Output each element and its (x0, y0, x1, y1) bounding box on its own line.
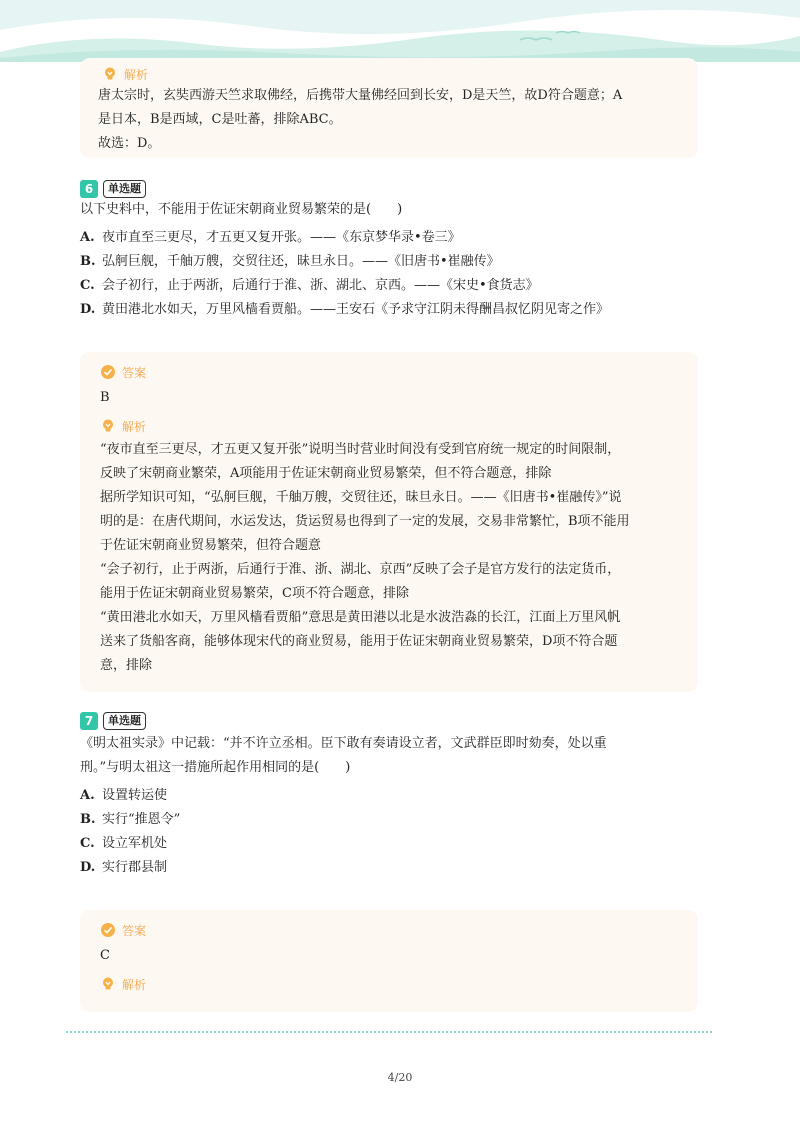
question-type-badge: 单选题 (103, 712, 146, 730)
option-a[interactable] (80, 226, 700, 250)
stem-line: 刑。”与明太祖这一措施所起作用相同的是( ) (80, 760, 351, 775)
analysis-line: “会子初行，止于两浙，后通行于淮、浙、湖北、京西”反映了会子是官方发行的法定货币， (100, 562, 621, 577)
lightbulb-icon (100, 418, 116, 434)
question-number: 7 (80, 712, 98, 730)
question-type-badge: 单选题 (103, 180, 146, 198)
analysis-line: 故选：D。 (98, 136, 161, 151)
page-number: 4/20 (387, 1071, 413, 1084)
option-c[interactable] (80, 274, 700, 298)
option-d[interactable] (80, 856, 700, 880)
answer-tag-label: 答案 (122, 365, 147, 380)
analysis-line: “黄田港北水如天，万里风樯看贾船”意思是黄田港以北是水波浩淼的长江，江面上万里风帆 (100, 610, 621, 625)
question-number: 6 (80, 180, 98, 198)
analysis-line: 唐太宗时，玄奘西游天竺求取佛经，后携带大量佛经回到长安，D是天竺，故D符合题意；A (98, 88, 623, 103)
question-6-options (80, 226, 700, 322)
analysis-tag-label: 解析 (122, 977, 147, 992)
check-circle-icon (100, 364, 116, 380)
analysis-text (100, 438, 678, 678)
option-text: 实行郡县制 (102, 860, 168, 875)
analysis-line: 明的是：在唐代期间，水运发达，货运贸易也得到了一定的发展，交易非常繁忙，B项不能用 (100, 514, 630, 529)
lightbulb-icon (100, 976, 116, 992)
option-text: 弘舸巨舰，千舳万艘，交贸往还，昧旦永日。——《旧唐书•崔融传》 (102, 254, 500, 269)
check-circle-icon (100, 922, 116, 938)
answer-card-q7 (80, 910, 698, 1012)
analysis-line: 送来了货船客商，能够体现宋代的商业贸易，能用于佐证宋朝商业贸易繁荣，D项不符合题 (100, 634, 618, 649)
question-7-options (80, 784, 700, 880)
question-7-header (80, 712, 146, 730)
stem-line: 《明太祖实录》中记载：“并不许立丞相。臣下敢有奏请设立者，文武群臣即时劾奏，处以重 (80, 736, 607, 751)
lightbulb-icon (102, 66, 118, 82)
answer-value: B (100, 390, 110, 405)
question-6-stem: 以下史料中，不能用于佐证宋朝商业贸易繁荣的是( ) (80, 202, 403, 217)
analysis-tag-label: 解析 (122, 419, 147, 434)
answer-value: C (100, 948, 110, 963)
analysis-tag-label: 解析 (124, 67, 149, 82)
option-text: 设置转运使 (102, 788, 168, 803)
analysis-line: 反映了宋朝商业繁荣，A项能用于佐证宋朝商业贸易繁荣，但不符合题意，排除 (100, 466, 552, 481)
option-letter: B. (80, 812, 96, 827)
analysis-tag (100, 416, 678, 436)
option-text: 实行“推恩令” (102, 812, 181, 827)
answer-card-q6 (80, 352, 698, 692)
analysis-line: 于佐证宋朝商业贸易繁荣，但符合题意 (100, 538, 322, 553)
answer-tag (100, 362, 678, 382)
analysis-line: 是日本，B是西域，C是吐蕃，排除ABC。 (98, 112, 342, 127)
option-letter: D. (80, 302, 96, 317)
analysis-line: 能用于佐证宋朝商业贸易繁荣，C项不符合题意，排除 (100, 586, 409, 601)
answer-tag-label: 答案 (122, 923, 147, 938)
option-text: 会子初行，止于两浙，后通行于淮、浙、湖北、京西。——《宋史•食货志》 (102, 278, 539, 293)
header-decoration (0, 0, 800, 62)
analysis-line: 意，排除 (100, 658, 153, 673)
option-letter: B. (80, 254, 96, 269)
option-b[interactable] (80, 808, 700, 832)
option-letter: C. (80, 836, 95, 851)
option-letter: A. (80, 230, 95, 245)
analysis-tag (100, 974, 678, 994)
question-6-header (80, 180, 146, 198)
question-7-stem (80, 732, 700, 780)
analysis-text (98, 84, 678, 156)
option-letter: C. (80, 278, 95, 293)
option-a[interactable] (80, 784, 700, 808)
option-c[interactable] (80, 832, 700, 856)
option-text: 黄田港北水如天，万里风樯看贾船。——王安石《予求守江阴未得酬昌叔忆阴见寄之作》 (102, 302, 610, 317)
analysis-tag (102, 64, 678, 84)
analysis-line: 据所学知识可知，“弘舸巨舰，千舳万艘，交贸往还，昧旦永日。——《旧唐书•崔融传》”说 (100, 490, 622, 505)
option-b[interactable] (80, 250, 700, 274)
footer-divider (66, 1031, 712, 1033)
option-d[interactable] (80, 298, 700, 322)
option-letter: A. (80, 788, 95, 803)
option-letter: D. (80, 860, 96, 875)
analysis-card-q5 (80, 58, 698, 158)
option-text: 夜市直至三更尽，才五更又复开张。——《东京梦华录•卷三》 (102, 230, 461, 245)
answer-tag (100, 920, 678, 940)
analysis-line: “夜市直至三更尽，才五更又复开张”说明当时营业时间没有受到官府统一规定的时间限制， (100, 442, 621, 457)
option-text: 设立军机处 (102, 836, 168, 851)
